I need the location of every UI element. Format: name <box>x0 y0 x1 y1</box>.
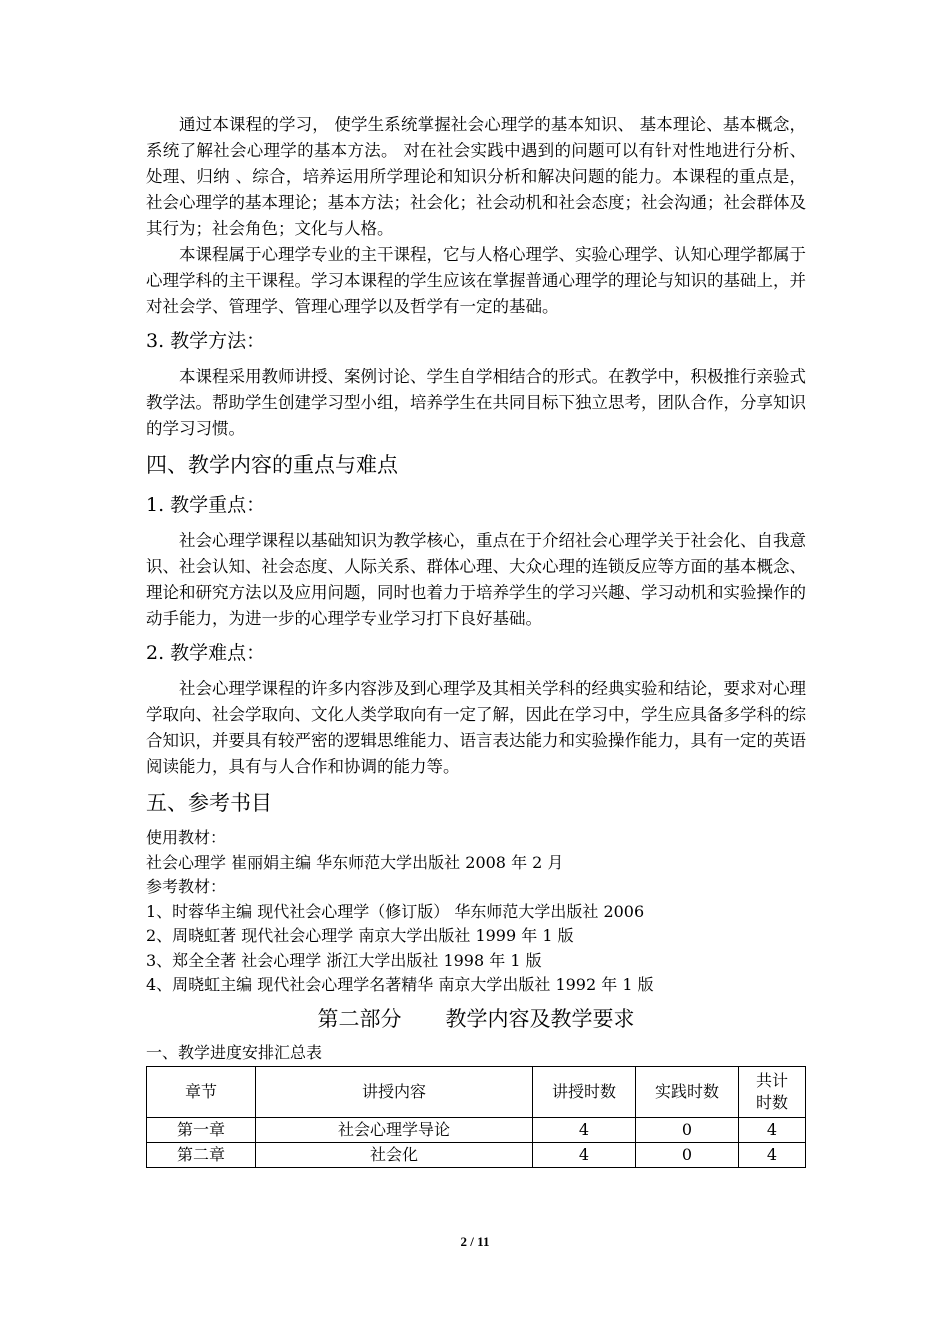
cell-lecture-hours: 4 <box>533 1142 636 1167</box>
difficult-points-paragraph: 社会心理学课程的许多内容涉及到心理学及其相关学科的经典实验和结论，要求对心理学取向、社会学取向、文化人类学取向有一定了解，因此在学习中，学生应具备多学科的综合知识，并要具有较严密的逻辑思维能力、语言表达能力和实验操作能力，具有一定的英语阅读能力，具有与人合作和协调的能力等。 <box>146 679 806 776</box>
header-total-line: 时数 <box>755 1092 788 1112</box>
reference-list <box>146 826 806 998</box>
table-header-row <box>147 1066 806 1117</box>
header-practice-hours: 实践时数 <box>636 1066 739 1117</box>
page-number: 2 / 11 <box>460 1234 490 1249</box>
table-row <box>147 1142 806 1167</box>
cell-chapter: 第二章 <box>147 1142 256 1167</box>
document-page <box>146 112 806 1168</box>
section5-heading: 五、参考书目 <box>146 791 272 815</box>
key-points-paragraph: 社会心理学课程以基础知识为教学核心，重点在于介绍社会心理学关于社会化、自我意识、社会认知、社会态度、人际关系、群体心理、大众心理的连锁反应等方面的基本概念、理论和研究方法以及应用问题，同时也着力于培养学生的学习兴趣、学习动机和实验操作的动手能力，为进一步的心理学专业学习打下良好基础。 <box>146 531 806 628</box>
header-chapter: 章节 <box>147 1066 256 1117</box>
part-two-subtitle: 教学内容及教学要求 <box>445 1006 635 1031</box>
header-total-hours <box>739 1066 806 1117</box>
cell-total-hours: 4 <box>739 1142 806 1167</box>
table-row <box>147 1117 806 1142</box>
part-two-label: 第二部分 <box>317 1006 402 1031</box>
reference-line: 2、周晓虹著 现代社会心理学 南京大学出版社 1999 年 1 版 <box>146 926 574 945</box>
header-content: 讲授内容 <box>256 1066 533 1117</box>
cell-lecture-hours: 4 <box>533 1117 636 1142</box>
cell-total-hours: 4 <box>739 1117 806 1142</box>
reference-line: 使用教材： <box>146 828 227 847</box>
schedule-table-title: 一、教学进度安排汇总表 <box>146 1042 323 1062</box>
cell-practice-hours: 0 <box>636 1117 739 1142</box>
method-paragraph: 本课程采用教师讲授、案例讨论、学生自学相结合的形式。在教学中，积极推行亲验式教学法。帮助学生创建学习型小组，培养学生在共同目标下独立思考，团队合作，分享知识的学习习惯。 <box>146 367 806 438</box>
reference-line: 1、时蓉华主编 现代社会心理学（修订版） 华东师范大学出版社 2006 <box>146 901 645 921</box>
key-points-heading: 1. 教学重点： <box>146 494 266 516</box>
cell-content: 社会化 <box>256 1142 533 1167</box>
reference-line: 4、周晓虹主编 现代社会心理学名著精华 南京大学出版社 1992 年 1 版 <box>146 975 654 994</box>
header-lecture-hours: 讲授时数 <box>533 1066 636 1117</box>
cell-content: 社会心理学导论 <box>256 1117 533 1142</box>
reference-line: 社会心理学 崔丽娟主编 华东师范大学出版社 2008 年 2 月 <box>146 852 564 872</box>
reference-line: 3、郑全全著 社会心理学 浙江大学出版社 1998 年 1 版 <box>146 950 542 970</box>
cell-practice-hours: 0 <box>636 1142 739 1167</box>
cell-chapter: 第一章 <box>147 1117 256 1142</box>
part-two-title <box>146 1004 806 1034</box>
schedule-table <box>146 1066 806 1168</box>
difficult-points-heading: 2. 教学难点： <box>146 642 266 664</box>
method-heading: 3. 教学方法： <box>146 330 266 352</box>
intro-paragraph-2: 本课程属于心理学专业的主干课程，它与人格心理学、实验心理学、认知心理学都属于心理学科的主干课程。学习本课程的学生应该在掌握普通心理学的理论与知识的基础上，并对社会学、管理学、管理心理学以及哲学有一定的基础。 <box>146 245 806 316</box>
reference-line: 参考教材： <box>146 877 227 896</box>
intro-paragraph-1: 通过本课程的学习， 使学生系统掌握社会心理学的基本知识、 基本理论、基本概念，系统了解社会心理学的基本方法。 对在社会实践中遇到的问题可以有针对性地进行分析、处理、归纳 、综合，培养运用所学理论和知识分析和解决问题的能力。本课程的重点是，社会心理学的基本理论；基本方法；社会化；社会动机和社会态度；社会沟通；社会群体及其行为；社会角色；文化与人格。 <box>146 115 806 238</box>
header-total-line: 共计 <box>755 1070 788 1090</box>
section4-heading: 四、教学内容的重点与难点 <box>146 453 398 477</box>
